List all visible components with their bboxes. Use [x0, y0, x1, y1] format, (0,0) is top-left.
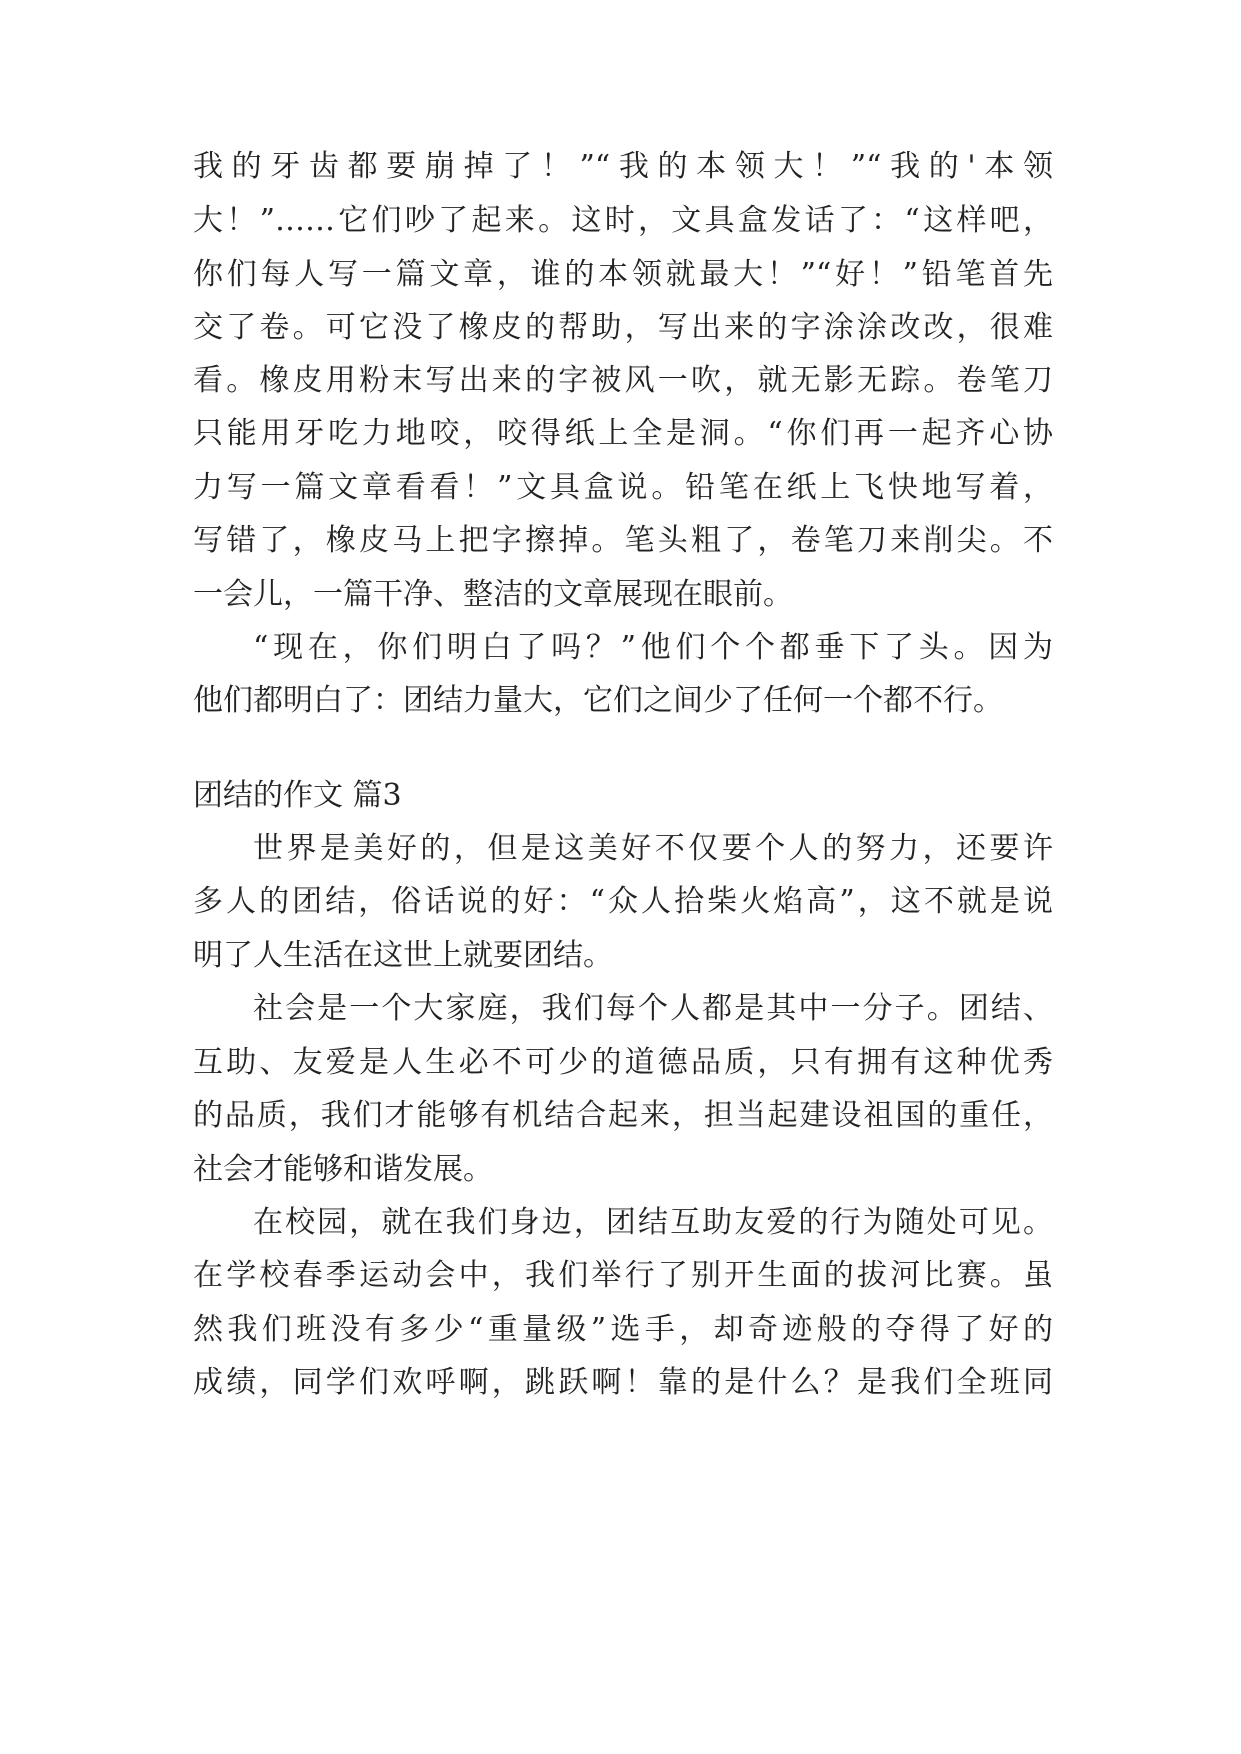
paragraph-line: 写错了，橡皮马上把字擦掉。笔头粗了，卷笔刀来削尖。不 [193, 523, 1053, 558]
paragraph-line: 明了人生活在这世上就要团结。 [193, 938, 613, 973]
paragraph-line: 大！”……它们吵了起来。这时，文具盒发话了：“这样吧， [193, 203, 1053, 238]
paragraph-line: 互助、友爱是人生必不可少的道德品质，只有拥有这种优秀 [193, 1045, 1053, 1080]
paragraph-line: 社会是一个大家庭，我们每个人都是其中一分子。团结、 [253, 991, 1053, 1026]
paragraph-line: 看。橡皮用粉末写出来的字被风一吹，就无影无踪。卷笔刀 [193, 363, 1053, 398]
paragraph-line: 他们都明白了：团结力量大，它们之间少了任何一个都不行。 [193, 683, 1003, 718]
paragraph-line: 世界是美好的，但是这美好不仅要个人的努力，还要许 [253, 831, 1053, 866]
paragraph-line: 只能用牙吃力地咬，咬得纸上全是洞。“你们再一起齐心协 [193, 416, 1053, 451]
paragraph-line: 在学校春季运动会中，我们举行了别开生面的拔河比赛。虽 [193, 1258, 1053, 1293]
paragraph-line: 然我们班没有多少“重量级”选手，却奇迹般的夺得了好的 [193, 1312, 1053, 1347]
paragraph-line: 在校园，就在我们身边，团结互助友爱的行为随处可见。 [253, 1205, 1053, 1240]
paragraph-line: “现在，你们明白了吗？”他们个个都垂下了头。因为 [253, 630, 1053, 665]
section-title: 团结的作文 篇3 [193, 778, 402, 813]
paragraph-line: 社会才能够和谐发展。 [193, 1152, 493, 1187]
paragraph-line: 多人的团结，俗话说的好：“众人拾柴火焰高”，这不就是说 [193, 884, 1053, 919]
paragraph-line: 你们每人写一篇文章，谁的本领就最大！”“好！”铅笔首先 [193, 257, 1053, 292]
paragraph-line: 力写一篇文章看看！”文具盒说。铅笔在纸上飞快地写着， [193, 470, 1053, 505]
paragraph-line: 一会儿，一篇干净、整洁的文章展现在眼前。 [193, 577, 793, 612]
paragraph-line: 的品质，我们才能够有机结合起来，担当起建设祖国的重任， [193, 1098, 1053, 1133]
paragraph-line: 交了卷。可它没了橡皮的帮助，写出来的字涂涂改改，很难 [193, 310, 1053, 345]
paragraph-line: 我的牙齿都要崩掉了！”“我的本领大！”“我的'本领 [193, 149, 1053, 184]
paragraph-line: 成绩，同学们欢呼啊，跳跃啊！靠的是什么？是我们全班同 [193, 1365, 1053, 1400]
